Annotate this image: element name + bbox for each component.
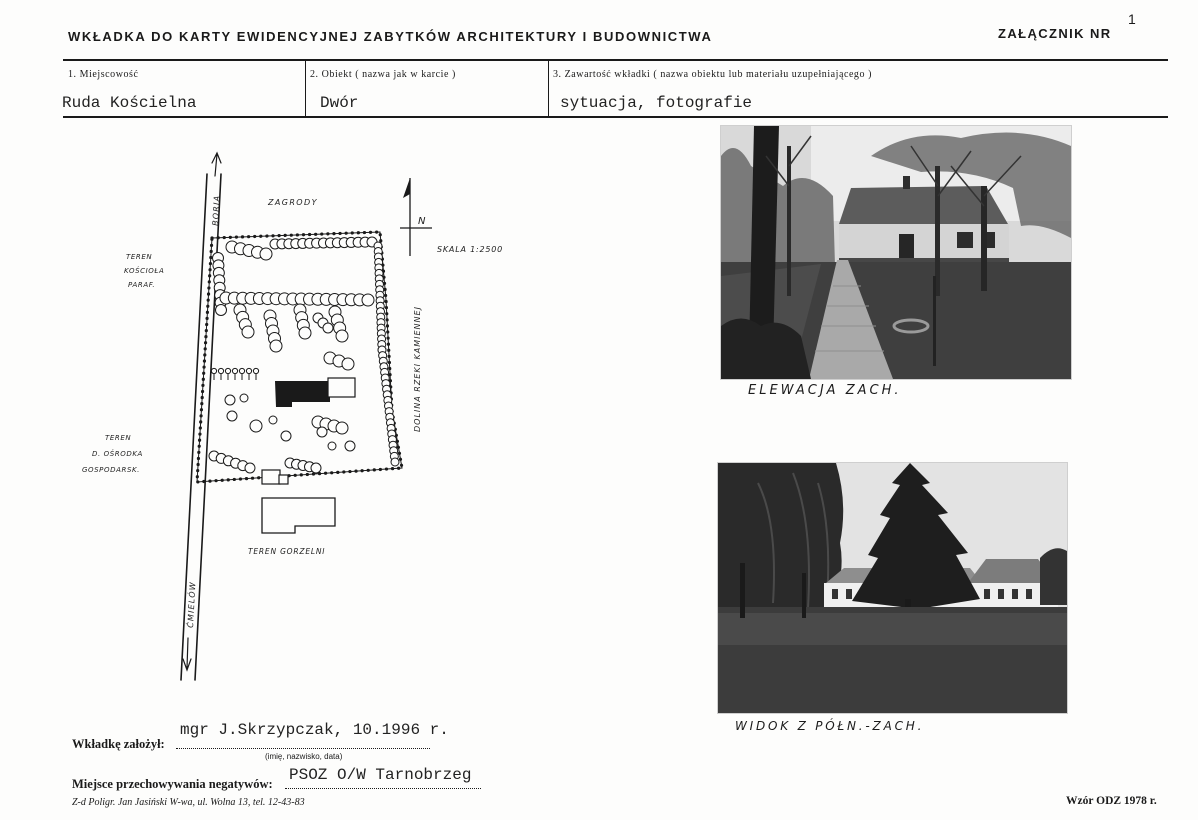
estate-area-line: TEREN: [105, 434, 132, 442]
header-rule-top: [63, 59, 1168, 61]
form-model-id: Wzór ODZ 1978 r.: [1066, 795, 1157, 807]
tree-crown: [336, 330, 348, 342]
distillery-label: TEREN GORZELNI: [248, 547, 326, 556]
north-arrow: [400, 178, 432, 256]
photo-house-window: [1012, 589, 1018, 599]
photo-house-door: [899, 234, 914, 258]
tree-crown: [245, 463, 255, 473]
single-tree: [250, 420, 262, 432]
north-arrow-head: [403, 178, 410, 198]
tree-crown: [242, 326, 254, 338]
field-value-contents: sytuacja, fotografie: [560, 94, 753, 112]
tree-clump: [324, 352, 354, 370]
estate-area-line: D. OŚRODKA: [92, 450, 143, 458]
tree-crown: [218, 368, 223, 373]
field-divider: [548, 61, 549, 116]
photo-house-window: [984, 589, 990, 599]
photo-house-window: [846, 589, 852, 599]
form-title: WKŁADKA DO KARTY EWIDENCYJNEJ ZABYTKÓW ARCHITEKTURY I BUDOWNICTWA: [68, 29, 713, 44]
single-tree: [317, 427, 327, 437]
founder-label: Wkładkę założył:: [72, 737, 165, 751]
tree-crown: [216, 305, 227, 316]
tree-crown: [362, 294, 374, 306]
estate-area-label: [82, 434, 143, 474]
negatives-value: PSOZ O/W Tarnobrzeg: [289, 766, 472, 784]
negatives-label: Miejsce przechowywania negatywów:: [72, 777, 273, 791]
field-value-object: Dwór: [320, 94, 359, 112]
founder-dotted-line: [176, 748, 430, 749]
road-arrow-north: [212, 153, 221, 176]
tree-crown: [391, 458, 399, 466]
north-arrow-label: N: [418, 216, 426, 227]
tree-clump: [209, 451, 255, 473]
photo-house-window: [832, 589, 838, 599]
tree-crown: [246, 368, 251, 373]
farmsteads-label: ZAGRODY: [268, 198, 318, 207]
photo-tree-trunk: [802, 573, 806, 618]
tree-clump: [329, 306, 348, 342]
park-trees: [209, 237, 399, 473]
field-value-locality: Ruda Kościelna: [62, 94, 197, 112]
photo-caption-northwest-view: WIDOK Z PÓŁN.-ZACH.: [735, 719, 925, 733]
tree-crown: [260, 248, 272, 260]
photo-house-window: [1026, 589, 1032, 599]
photo-caption-west-elevation: ELEWACJA ZACH.: [748, 383, 902, 398]
north-arrow-shaft: [400, 178, 432, 256]
tree-crown: [311, 463, 321, 473]
church-area-label: [124, 253, 164, 289]
tree-clump: [234, 304, 254, 338]
single-tree: [227, 411, 237, 421]
header-rule-bottom: [63, 116, 1168, 118]
founder-hint: (imię, nazwisko, data): [265, 752, 343, 761]
photo-tree-trunk: [787, 146, 791, 296]
photo-west-elevation: [720, 125, 1072, 380]
scale-label: SKALA 1:2500: [437, 245, 504, 254]
tree-crown: [323, 323, 333, 333]
photo-house-window: [957, 232, 973, 248]
gate-building: [262, 470, 280, 484]
field-divider: [305, 61, 306, 116]
single-tree: [225, 395, 235, 405]
field-label-object: 2. Obiekt ( nazwa jak w karcie ): [310, 69, 456, 80]
road-arrow-south: [183, 638, 191, 670]
road-south-label: ĆMIELÓW: [186, 580, 198, 629]
valley-label: DOLINA RZEKI KAMIENNEJ: [413, 306, 422, 432]
estate-area-line: GOSPODARSK.: [82, 466, 141, 474]
single-tree: [345, 441, 355, 451]
manor-wing: [328, 378, 355, 397]
photo-right-tree: [1040, 548, 1067, 605]
tree-row: [211, 368, 258, 380]
field-label-locality: 1. Miejscowość: [68, 69, 139, 80]
tree-clump: [264, 310, 282, 352]
field-label-contents: 3. Zawartość wkładki ( nazwa obiektu lub materiału uzupełniającego ): [553, 69, 872, 80]
tree-crown: [299, 327, 311, 339]
distillery-building: [262, 498, 335, 533]
negatives-dotted-line: [285, 788, 481, 789]
tree-crown: [342, 358, 354, 370]
annex-label: ZAŁĄCZNIK NR: [998, 26, 1112, 41]
manor-house: [275, 381, 330, 407]
founder-value: mgr J.Skrzypczak, 10.1996 r.: [180, 721, 449, 739]
photo-northwest-view: [717, 462, 1068, 714]
tree-crown: [270, 340, 282, 352]
single-tree: [269, 416, 277, 424]
church-area-line: TEREN: [126, 253, 153, 261]
park-boundary-dots: [197, 232, 402, 482]
tree-clump: [294, 304, 311, 339]
road-edge-east: [195, 174, 221, 680]
printer-imprint: Z-d Poligr. Jan Jasiński W-wa, ul. Wolna 13, tel. 12-43-83: [72, 797, 305, 808]
park-boundary: [197, 232, 402, 482]
photo-lawn-light: [718, 613, 1067, 645]
single-tree: [328, 442, 336, 450]
church-area-line: KOŚCIOŁA: [124, 267, 165, 275]
photo-house-window: [998, 589, 1004, 599]
site-plan: [80, 150, 540, 690]
tree-crown: [232, 368, 237, 373]
gate-building-annex: [279, 475, 288, 484]
photo-tree-trunk: [740, 563, 745, 618]
photo-tree-trunk: [933, 276, 936, 366]
tree-crown: [239, 368, 244, 373]
tree-clump: [374, 242, 386, 354]
church-area-line: PARAF.: [128, 281, 156, 289]
road-north-label: BORIA: [211, 194, 222, 227]
annex-number: 1: [1128, 11, 1136, 27]
single-tree: [281, 431, 291, 441]
tree-clump: [220, 292, 374, 306]
tree-clump: [226, 241, 272, 260]
tree-crown: [225, 368, 230, 373]
tree-crown: [336, 422, 348, 434]
tree-crown: [253, 368, 258, 373]
tree-clump: [270, 237, 377, 249]
single-tree: [240, 394, 248, 402]
tree-clump: [378, 346, 399, 466]
photo-house-chimney: [903, 176, 910, 189]
tree-clump: [285, 458, 321, 473]
photo-tree-trunk: [981, 186, 987, 291]
tree-crown: [211, 368, 216, 373]
